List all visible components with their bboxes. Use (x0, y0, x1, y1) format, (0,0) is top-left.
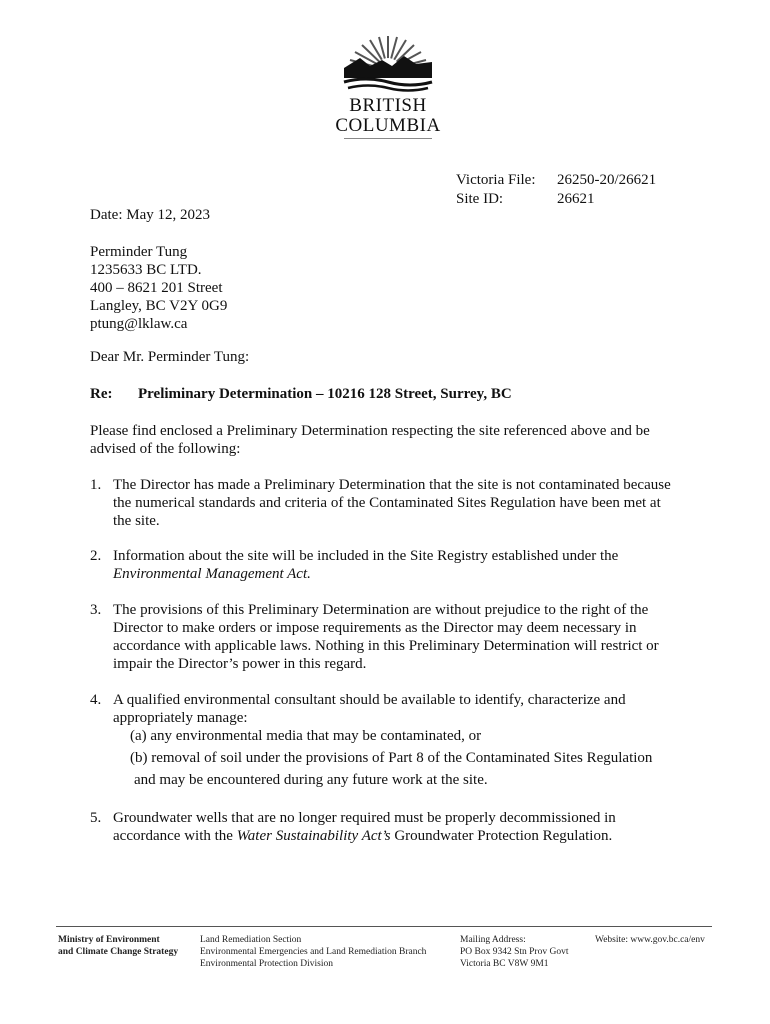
recipient-street: 400 – 8621 201 Street (90, 280, 223, 296)
victoria-file-row (456, 171, 656, 190)
list-item-number: 1. (90, 477, 102, 493)
footer-section-line2: Environmental Emergencies and Land Remediation Branch (200, 947, 427, 957)
footer-section (200, 934, 426, 970)
footer-mail-line2: PO Box 9342 Stn Prov Govt (460, 947, 569, 957)
list-item-text (113, 547, 680, 583)
recipient-company: 1235633 BC LTD. (90, 262, 202, 278)
site-id-row (456, 190, 656, 209)
footer-section-line3: Environmental Protection Division (200, 959, 333, 969)
sub-item-b: (b) removal of soil under the provisions of Part 8 of the Contaminated Sites Regulation (130, 750, 653, 766)
footer-ministry-line2: and Climate Change Strategy (58, 947, 179, 957)
letter-date: Date: May 12, 2023 (90, 207, 210, 223)
subject-line (90, 386, 512, 403)
list-item-number: 3. (90, 602, 102, 618)
recipient-email[interactable]: ptung@lklaw.ca (90, 316, 188, 332)
footer-website[interactable]: Website: www.gov.bc.ca/env (595, 935, 705, 945)
list-item-4 (90, 691, 680, 789)
list-item-text: The Director has made a Preliminary Determination that the site is not contaminated because the numerical standards and criteria of the Contaminated Sites Regulation have been met at the site. (113, 477, 671, 529)
sub-item-continuation: and may be encountered during any future work at the site. (134, 772, 488, 788)
subject-label: Re: (90, 386, 113, 402)
footer-mailing-address (460, 934, 568, 970)
list-item-text-plain: Information about the site will be included in the Site Registry established under the (113, 548, 619, 564)
victoria-file-label: Victoria File: (456, 172, 536, 188)
recipient-address (90, 243, 227, 333)
recipient-name: Perminder Tung (90, 244, 188, 260)
intro-paragraph: Please find enclosed a Preliminary Determination respecting the site referenced above and be advised of the following: (90, 423, 650, 457)
list-item-number: 5. (90, 810, 102, 826)
footer-section-line1: Land Remediation Section (200, 935, 302, 945)
sun-mountains-icon (330, 32, 446, 96)
list-item-number: 4. (90, 692, 102, 708)
salutation: Dear Mr. Perminder Tung: (90, 349, 250, 365)
list-item-text (113, 809, 680, 845)
list-item-text-plain: A qualified environmental consultant should be available to identify, characterize and appropriately manage: (113, 692, 626, 726)
logo-text-columbia: COLUMBIA (335, 115, 441, 136)
list-item-text-end: Groundwater Protection Regulation. (394, 828, 613, 844)
list-item-text (113, 691, 680, 789)
list-item-1 (90, 476, 680, 530)
logo-text-british: BRITISH (349, 95, 427, 116)
list-item-number: 2. (90, 548, 102, 564)
footer-ministry (58, 934, 178, 958)
footer-ministry-line1: Ministry of Environment (58, 935, 160, 945)
victoria-file-value: 26250-20/26621 (557, 172, 657, 188)
logo-divider (344, 138, 432, 139)
list-item-3 (90, 601, 680, 673)
footer-mail-line3: Victoria BC V8W 9M1 (460, 959, 549, 969)
file-reference-block (456, 171, 656, 209)
footer-mail-line1: Mailing Address: (460, 935, 526, 945)
recipient-city: Langley, BC V2Y 0G9 (90, 298, 228, 314)
act-name-italic: Water Sustainability Act’s (236, 828, 391, 844)
bc-logo (330, 32, 446, 142)
subject-text: Preliminary Determination – 10216 128 Street, Surrey, BC (138, 386, 512, 402)
list-item-2 (90, 547, 680, 583)
footer-divider (56, 926, 712, 927)
sub-item-a: (a) any environmental media that may be contaminated, or (130, 728, 482, 744)
site-id-value: 26621 (557, 191, 595, 207)
list-item-text-plain: Groundwater wells that are no longer required must be properly decommissioned in accordance with the (113, 810, 616, 844)
act-name-italic: Environmental Management Act. (113, 566, 311, 582)
site-id-label: Site ID: (456, 191, 504, 207)
list-item-5 (90, 809, 680, 845)
list-item-text: The provisions of this Preliminary Determination are without prejudice to the right of the Director to make orders or impose requirements as the Director may deem necessary in accordance with applicable laws. Nothing in this Preliminary Determination will restrict or impair the Director’s power in this regard. (113, 602, 659, 672)
